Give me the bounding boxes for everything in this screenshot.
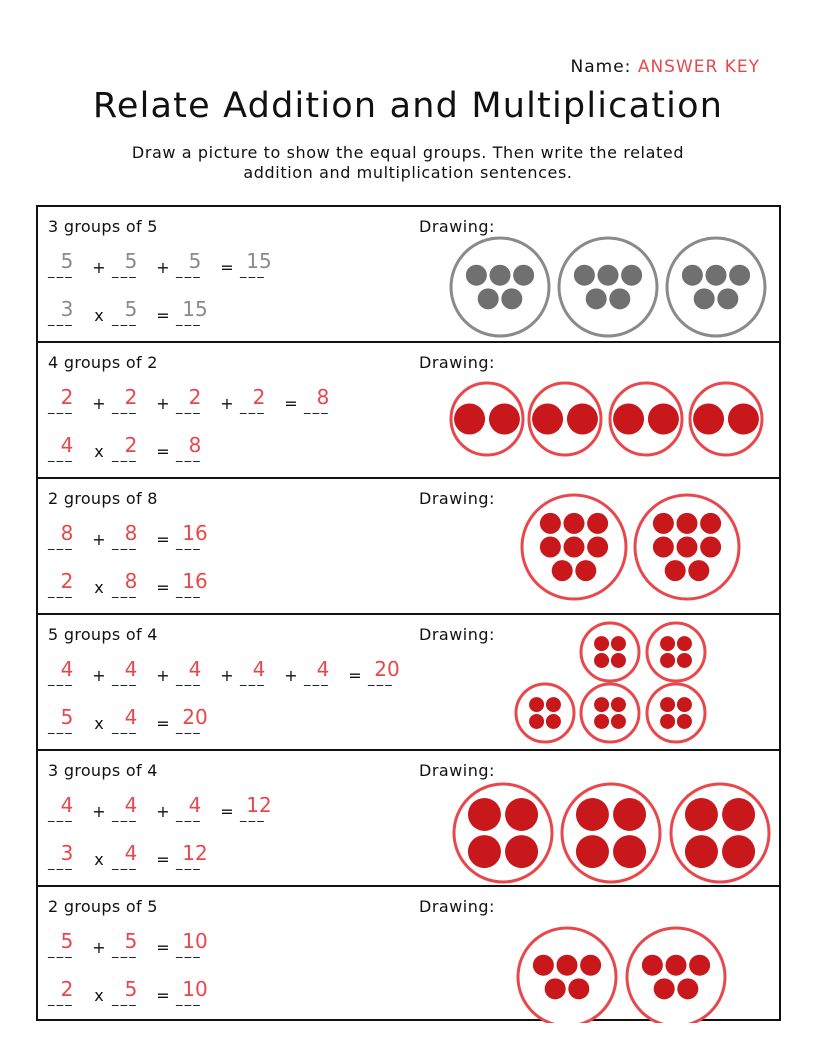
equal-group-circle bbox=[581, 684, 639, 742]
group-description: 4 groups of 2 bbox=[48, 353, 158, 372]
counter-dot bbox=[580, 955, 601, 976]
equals-sign: = bbox=[156, 578, 170, 597]
page-title: Relate Addition and Multiplication bbox=[92, 86, 724, 126]
counter-dot bbox=[611, 697, 626, 712]
drawing-label: Drawing: bbox=[419, 897, 495, 916]
answer-value: 2 bbox=[60, 385, 74, 409]
counter-dot bbox=[694, 288, 715, 309]
answer-value: 15 bbox=[182, 297, 208, 321]
counter-dot bbox=[505, 835, 538, 868]
group-drawing bbox=[38, 887, 779, 1023]
counter-dot bbox=[540, 513, 561, 534]
group-drawing bbox=[38, 207, 779, 343]
group-description: 2 groups of 8 bbox=[48, 489, 158, 508]
plus-sign: + bbox=[220, 394, 234, 413]
equal-group-circle bbox=[690, 383, 762, 455]
counter-dot bbox=[540, 537, 561, 558]
group-drawing bbox=[38, 343, 779, 479]
counter-dot bbox=[717, 288, 738, 309]
equal-group-circle bbox=[516, 684, 574, 742]
counter-dot bbox=[660, 636, 675, 651]
counter-dot bbox=[552, 560, 573, 581]
counter-dot bbox=[587, 513, 608, 534]
answer-value: 8 bbox=[60, 521, 74, 545]
answer-value: 12 bbox=[182, 841, 208, 865]
counter-dot bbox=[576, 798, 609, 831]
counter-dot bbox=[568, 978, 589, 999]
times-sign: x bbox=[94, 306, 104, 325]
counter-dot bbox=[654, 978, 675, 999]
answer-value: 4 bbox=[60, 793, 74, 817]
answer-value: 4 bbox=[124, 841, 138, 865]
answer-value: 16 bbox=[182, 569, 208, 593]
equals-sign: = bbox=[348, 666, 362, 685]
counter-dot bbox=[648, 404, 679, 435]
counter-dot bbox=[685, 835, 718, 868]
counter-dot bbox=[613, 404, 644, 435]
counter-dot bbox=[689, 955, 710, 976]
equal-group-circle bbox=[454, 784, 552, 882]
counter-dot bbox=[575, 560, 596, 581]
name-value: ANSWER KEY bbox=[637, 57, 760, 77]
group-drawing bbox=[38, 479, 779, 615]
counter-dot bbox=[564, 537, 585, 558]
answer-value: 8 bbox=[188, 433, 202, 457]
answer-value: 4 bbox=[124, 705, 138, 729]
equal-group-circle bbox=[529, 383, 601, 455]
answer-value: 5 bbox=[124, 249, 138, 273]
answer-value: 2 bbox=[124, 385, 138, 409]
counter-dot bbox=[729, 265, 750, 286]
answer-value: 4 bbox=[188, 657, 202, 681]
problem-row bbox=[38, 887, 779, 1023]
equal-group-circle bbox=[635, 495, 739, 599]
counter-dot bbox=[594, 714, 609, 729]
plus-sign: + bbox=[92, 938, 106, 957]
counter-dot bbox=[682, 265, 703, 286]
equals-sign: = bbox=[220, 802, 234, 821]
instructions bbox=[0, 143, 816, 183]
answer-value: 4 bbox=[60, 433, 74, 457]
counter-dot bbox=[557, 955, 578, 976]
counter-dot bbox=[574, 265, 595, 286]
group-description: 3 groups of 4 bbox=[48, 761, 158, 780]
counter-dot bbox=[478, 288, 499, 309]
answer-value: 16 bbox=[182, 521, 208, 545]
problem-row bbox=[38, 615, 779, 751]
answer-value: 5 bbox=[188, 249, 202, 273]
counter-dot bbox=[621, 265, 642, 286]
answer-value: 4 bbox=[124, 657, 138, 681]
counter-dot bbox=[660, 714, 675, 729]
plus-sign: + bbox=[284, 666, 298, 685]
answer-value: 2 bbox=[252, 385, 266, 409]
drawing-label: Drawing: bbox=[419, 761, 495, 780]
group-description: 2 groups of 5 bbox=[48, 897, 158, 916]
name-label: Name: bbox=[570, 57, 632, 77]
counter-dot bbox=[609, 288, 630, 309]
counter-dot bbox=[546, 714, 561, 729]
counter-dot bbox=[489, 404, 520, 435]
counter-dot bbox=[722, 835, 755, 868]
drawing-label: Drawing: bbox=[419, 625, 495, 644]
counter-dot bbox=[611, 714, 626, 729]
counter-dot bbox=[665, 560, 686, 581]
instructions-line-1: Draw a picture to show the equal groups. Then write the related bbox=[131, 143, 685, 162]
equals-sign: = bbox=[220, 258, 234, 277]
equal-group-circle bbox=[518, 928, 616, 1023]
counter-dot bbox=[653, 513, 674, 534]
counter-dot bbox=[722, 798, 755, 831]
counter-dot bbox=[728, 404, 759, 435]
group-drawing bbox=[38, 615, 779, 751]
counter-dot bbox=[660, 697, 675, 712]
answer-value: 5 bbox=[60, 705, 74, 729]
answer-value: 8 bbox=[124, 521, 138, 545]
counter-dot bbox=[693, 404, 724, 435]
answer-value: 10 bbox=[182, 929, 208, 953]
answer-value: 5 bbox=[124, 929, 138, 953]
answer-value: 4 bbox=[316, 657, 330, 681]
plus-sign: + bbox=[156, 802, 170, 821]
plus-sign: + bbox=[92, 666, 106, 685]
counter-dot bbox=[677, 653, 692, 668]
times-sign: x bbox=[94, 578, 104, 597]
counter-dot bbox=[611, 653, 626, 668]
answer-value: 3 bbox=[60, 297, 74, 321]
counter-dot bbox=[611, 636, 626, 651]
counter-dot bbox=[653, 537, 674, 558]
answer-value: 5 bbox=[60, 249, 74, 273]
problems-table bbox=[36, 205, 781, 1021]
counter-dot bbox=[529, 697, 544, 712]
plus-sign: + bbox=[92, 802, 106, 821]
counter-dot bbox=[586, 288, 607, 309]
plus-sign: + bbox=[220, 666, 234, 685]
equal-group-circle bbox=[667, 238, 765, 336]
group-description: 5 groups of 4 bbox=[48, 625, 158, 644]
answer-value: 4 bbox=[124, 793, 138, 817]
drawing-label: Drawing: bbox=[419, 489, 495, 508]
counter-dot bbox=[567, 404, 598, 435]
equals-sign: = bbox=[284, 394, 298, 413]
answer-value: 2 bbox=[60, 569, 74, 593]
counter-dot bbox=[529, 714, 544, 729]
problem-row bbox=[38, 343, 779, 479]
counter-dot bbox=[505, 798, 538, 831]
answer-value: 4 bbox=[60, 657, 74, 681]
plus-sign: + bbox=[92, 258, 106, 277]
equal-group-circle bbox=[627, 928, 725, 1023]
answer-value: 20 bbox=[182, 705, 208, 729]
counter-dot bbox=[490, 265, 511, 286]
equal-group-circle bbox=[581, 623, 639, 681]
counter-dot bbox=[677, 697, 692, 712]
times-sign: x bbox=[94, 442, 104, 461]
equal-group-circle bbox=[671, 784, 769, 882]
answer-value: 2 bbox=[60, 977, 74, 1001]
equals-sign: = bbox=[156, 938, 170, 957]
counter-dot bbox=[706, 265, 727, 286]
problem-row bbox=[38, 207, 779, 343]
group-drawing bbox=[38, 751, 779, 887]
equals-sign: = bbox=[156, 714, 170, 733]
equal-group-circle bbox=[522, 495, 626, 599]
counter-dot bbox=[576, 835, 609, 868]
equal-group-circle bbox=[647, 623, 705, 681]
drawing-label: Drawing: bbox=[419, 353, 495, 372]
counter-dot bbox=[642, 955, 663, 976]
counter-dot bbox=[513, 265, 534, 286]
plus-sign: + bbox=[92, 394, 106, 413]
problem-row bbox=[38, 479, 779, 615]
equal-group-circle bbox=[559, 238, 657, 336]
counter-dot bbox=[468, 798, 501, 831]
counter-dot bbox=[685, 798, 718, 831]
problem-row bbox=[38, 751, 779, 887]
name-field bbox=[571, 57, 760, 77]
counter-dot bbox=[677, 537, 698, 558]
counter-dot bbox=[564, 513, 585, 534]
counter-dot bbox=[533, 955, 554, 976]
counter-dot bbox=[598, 265, 619, 286]
equal-group-circle bbox=[451, 383, 523, 455]
counter-dot bbox=[545, 978, 566, 999]
equals-sign: = bbox=[156, 306, 170, 325]
answer-value: 5 bbox=[124, 977, 138, 1001]
answer-value: 10 bbox=[182, 977, 208, 1001]
instructions-line-2: addition and multiplication sentences. bbox=[243, 163, 573, 182]
equals-sign: = bbox=[156, 850, 170, 869]
drawing-label: Drawing: bbox=[419, 217, 495, 236]
equals-sign: = bbox=[156, 442, 170, 461]
answer-value: 5 bbox=[60, 929, 74, 953]
counter-dot bbox=[594, 653, 609, 668]
counter-dot bbox=[613, 835, 646, 868]
counter-dot bbox=[660, 653, 675, 668]
counter-dot bbox=[666, 955, 687, 976]
times-sign: x bbox=[94, 850, 104, 869]
equal-group-circle bbox=[562, 784, 660, 882]
answer-value: 2 bbox=[124, 433, 138, 457]
answer-value: 8 bbox=[316, 385, 330, 409]
counter-dot bbox=[594, 697, 609, 712]
counter-dot bbox=[677, 978, 698, 999]
answer-value: 2 bbox=[188, 385, 202, 409]
answer-value: 8 bbox=[124, 569, 138, 593]
equals-sign: = bbox=[156, 986, 170, 1005]
answer-value: 3 bbox=[60, 841, 74, 865]
equal-group-circle bbox=[647, 684, 705, 742]
counter-dot bbox=[677, 636, 692, 651]
counter-dot bbox=[700, 537, 721, 558]
group-description: 3 groups of 5 bbox=[48, 217, 158, 236]
answer-value: 15 bbox=[246, 249, 272, 273]
counter-dot bbox=[501, 288, 522, 309]
counter-dot bbox=[546, 697, 561, 712]
plus-sign: + bbox=[92, 530, 106, 549]
counter-dot bbox=[587, 537, 608, 558]
plus-sign: + bbox=[156, 258, 170, 277]
equal-group-circle bbox=[610, 383, 682, 455]
counter-dot bbox=[688, 560, 709, 581]
counter-dot bbox=[613, 798, 646, 831]
counter-dot bbox=[466, 265, 487, 286]
counter-dot bbox=[677, 714, 692, 729]
answer-value: 20 bbox=[374, 657, 400, 681]
answer-value: 4 bbox=[188, 793, 202, 817]
equal-group-circle bbox=[451, 238, 549, 336]
plus-sign: + bbox=[156, 666, 170, 685]
plus-sign: + bbox=[156, 394, 170, 413]
counter-dot bbox=[468, 835, 501, 868]
counter-dot bbox=[594, 636, 609, 651]
counter-dot bbox=[532, 404, 563, 435]
counter-dot bbox=[454, 404, 485, 435]
times-sign: x bbox=[94, 714, 104, 733]
equals-sign: = bbox=[156, 530, 170, 549]
times-sign: x bbox=[94, 986, 104, 1005]
answer-value: 4 bbox=[252, 657, 266, 681]
answer-value: 5 bbox=[124, 297, 138, 321]
answer-value: 12 bbox=[246, 793, 272, 817]
counter-dot bbox=[700, 513, 721, 534]
counter-dot bbox=[677, 513, 698, 534]
